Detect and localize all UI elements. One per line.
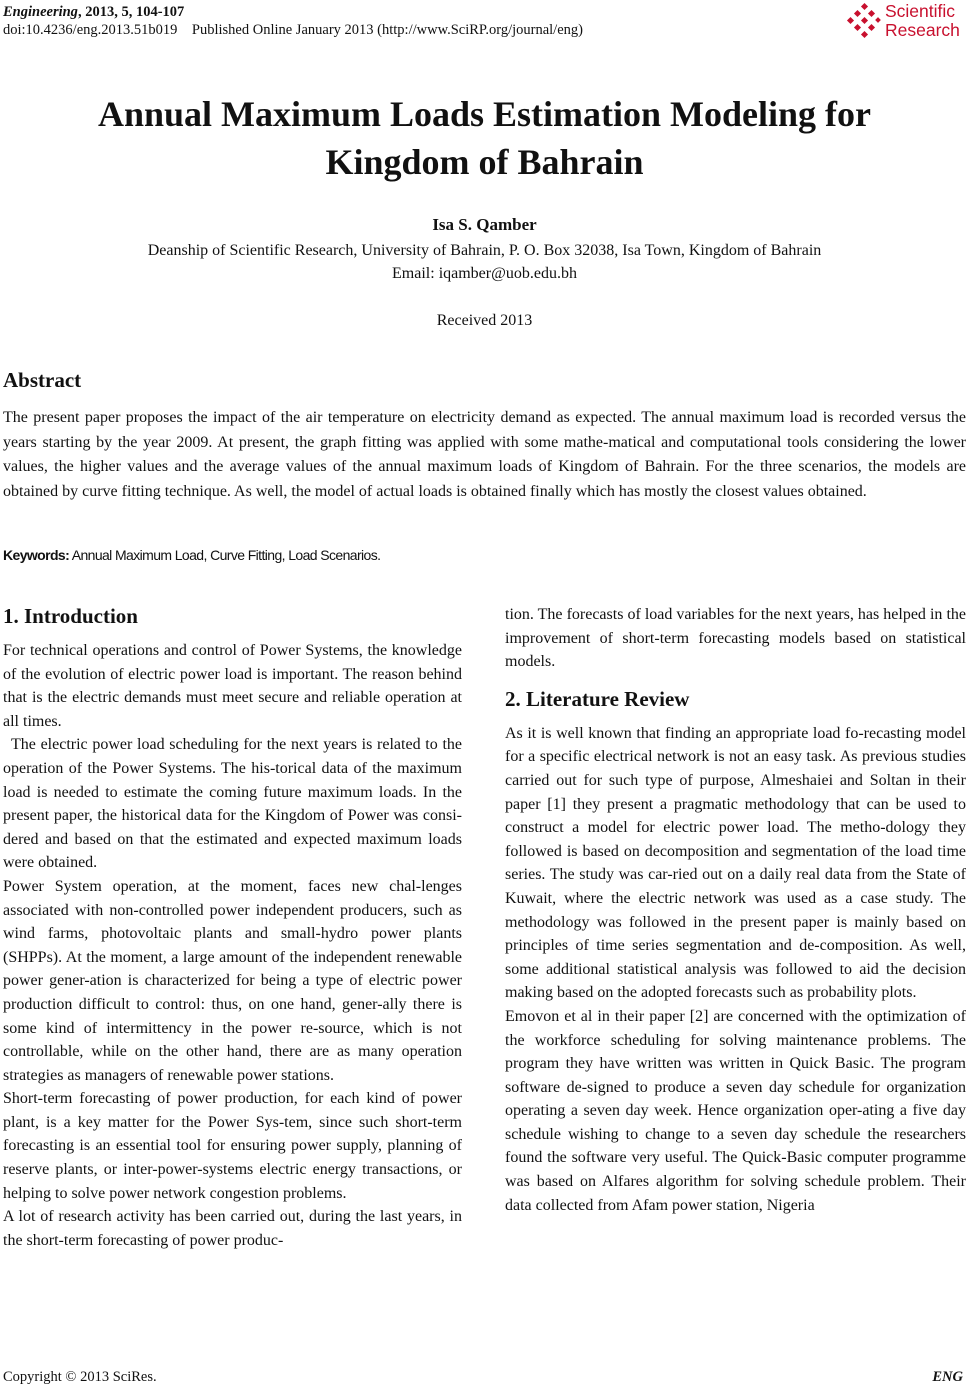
journal-name: Engineering xyxy=(3,4,78,20)
right-column xyxy=(505,603,966,1217)
abstract-text: The present paper proposes the impact of the air temperature on electricity demand as expected. The annual maximum load is recorded versus the years starting by the year 2009. At present, the graph fitting was applied with some mathe-matical and computational tools considering the lower values, the higher values and the average values of the annual maximum loads of Kingdom of Bahrain. For the three scenarios, the models are obtained by curve fitting technique. As well, the model of actual loads is obtained finally which has mostly the closest values obtained. xyxy=(3,409,966,500)
author-name: Isa S. Qamber xyxy=(432,215,537,234)
section-heading-literature-review: 2. Literature Review xyxy=(505,686,690,711)
keywords-label: Keywords: xyxy=(3,547,70,563)
paragraph: Short-term forecasting of power production, for each kind of power plant, is a key matter for the Power Sys-tem, since such short-term forecasting is an essential tool for ensuring power supply, planning of reserve plants, or inter-power-systems electric energy transactions, or helping to solve power network congestion problems. xyxy=(3,1090,462,1202)
author-affiliation: Deanship of Scientific Research, University of Bahrain, P. O. Box 32038, Isa Town, Kingdom of Bahrain xyxy=(147,242,822,259)
left-column xyxy=(3,603,462,1252)
doi-line: doi:10.4236/eng.2013.51b019 Published Online January 2013 (http://www.SciRP.org/journal/eng) xyxy=(3,22,583,38)
keywords xyxy=(3,547,380,563)
paragraph: Power System operation, at the moment, faces new chal-lenges associated with non-controlled power independent producers, such as wind farms, photovoltaic plants and small-hydro power plants (SHPPs). At the moment, a large amount of the independent renewable power gener-ation is characterized for being a type of electric power production difficult to control: thus, on one hand, gener-ally there is some kind of intermittency in the power re-source, which is not controllable, while on the other hand, there are as many operation strategies as managers of renewable power stations. xyxy=(3,877,462,1084)
logo-wordmark: Scientific Research xyxy=(885,1,960,40)
footer-journal-abbr: ENG xyxy=(932,1369,963,1385)
section-heading-introduction: 1. Introduction xyxy=(3,604,138,628)
abstract-heading: Abstract xyxy=(3,368,82,392)
author-email[interactable]: Email: iqamber@uob.edu.bh xyxy=(392,265,577,282)
paragraph: The electric power load scheduling for the next years is related to the operation of the Power Systems. The his-torical data of the maximum load is needed to estimate the coming future maximum loads. In the present paper, the historical data for the Kingdom of Power was consi-dered and based on that the estimated and expected maximum loads were obtained. xyxy=(3,736,462,872)
paragraph-continuation: tion. The forecasts of load variables for the next years, has helped in the improvement of short-term forecasting models based on statistical models. xyxy=(505,606,966,671)
publisher-logo xyxy=(845,2,965,42)
diamond-dots-logo-icon xyxy=(845,2,883,42)
volume-info: , 2013, 5, 104-107 xyxy=(77,4,185,20)
received-date: Received 2013 xyxy=(436,312,533,329)
keywords-list: Annual Maximum Load, Curve Fitting, Load Scenarios. xyxy=(69,547,381,563)
running-header xyxy=(3,3,583,39)
paper-title: Annual Maximum Loads Estimation Modeling for Kingdom of Bahrain xyxy=(97,94,872,182)
paragraph: For technical operations and control of Power Systems, the knowledge of the evolution of electric power load is important. The reason behind that is the electric demands must meet secure and reliable operation at all times. xyxy=(3,642,462,730)
paragraph: A lot of research activity has been carried out, during the last years, in the short-term forecasting of power produc- xyxy=(3,1208,462,1249)
footer-copyright: Copyright © 2013 SciRes. xyxy=(3,1369,157,1385)
journal-citation xyxy=(3,3,583,21)
paragraph: As it is well known that finding an appropriate load fo-recasting model for a specific electrical network is not an easy task. As previous studies carried out for such type of purpose, Almeshaiei and Soltan in their paper [1] they present a pragmatic methodology that can be used to construct a model for electric power load. The metho-dology they followed is based on decomposition and segmentation of the load time series. The study was car-ried out on a daily real data from the State of Kuwait, where the electric network was used as a case study. The methodology was followed in the present paper is mainly based on principles of time series segmentation and de-composition. As well, some additional statistical analysis was followed to aid the decision making based on the adopted forecasts such as probability plots. xyxy=(505,724,966,1002)
paragraph: Emovon et al in their paper [2] are concerned with the optimization of the workforce scheduling for solving maintenance problems. The program they have written was written in Quick Basic. The program software de-signed to produce a seven day schedule for organization operating a seven day week. Hence organization oper-ating a five day schedule wishing to change to a seven day schedule the researchers found the software very useful. The Quick-Basic computer programme was based on Alfares algorithm for solving schedule problem. Their data collected from Afam power station, Nigeria xyxy=(505,1007,966,1214)
